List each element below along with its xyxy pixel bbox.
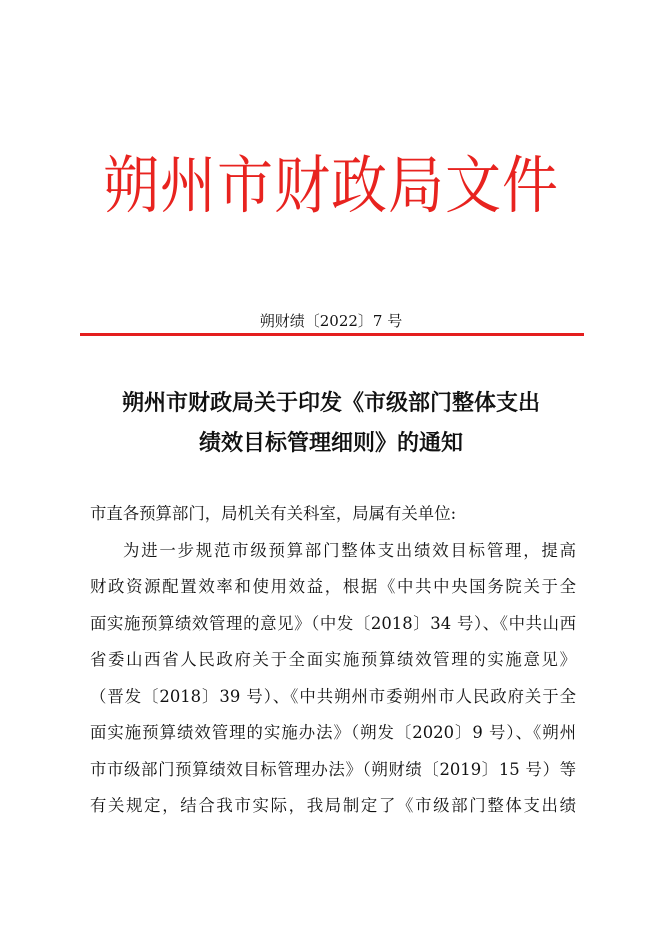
paragraph-line: 为进一步规范市级预算部门整体支出绩效目标管理，提高 — [123, 540, 576, 560]
paragraph-line: 市市级部门预算绩效目标管理办法》（朔财绩〔2019〕15 号）等 — [90, 759, 576, 779]
red-divider-line — [80, 333, 584, 336]
document-number: 朔财绩〔2022〕7 号 — [259, 312, 403, 330]
paragraph-line: 有关规定，结合我市实际，我局制定了《市级部门整体支出绩 — [90, 796, 576, 815]
document-body — [90, 496, 576, 825]
org-header-title: 朔州市财政局文件 — [103, 149, 559, 223]
document-title — [60, 383, 602, 463]
document-title-line-1: 朔州市财政局关于印发《市级部门整体支出 — [121, 390, 540, 416]
paragraph-line: 省委山西省人民政府关于全面实施预算绩效管理的实施意见》 — [90, 650, 576, 669]
paragraph-line: 财政资源配置效率和使用效益，根据《中共中央国务院关于全 — [90, 577, 576, 596]
paragraph-line: 面实施预算绩效管理的意见》（中发〔2018〕34 号）、《中共山西 — [90, 613, 576, 633]
document-title-line-2: 绩效目标管理细则》的通知 — [198, 430, 463, 456]
salutation: 市直各预算部门，局机关有关科室，局属有关单位: — [90, 504, 457, 523]
paragraph-line: 面实施预算绩效管理的实施办法》（朔发〔2020〕9 号）、《朔州 — [90, 723, 576, 742]
paragraph-line: （晋发〔2018〕39 号）、《中共朔州市委朔州市人民政府关于全 — [90, 686, 576, 706]
